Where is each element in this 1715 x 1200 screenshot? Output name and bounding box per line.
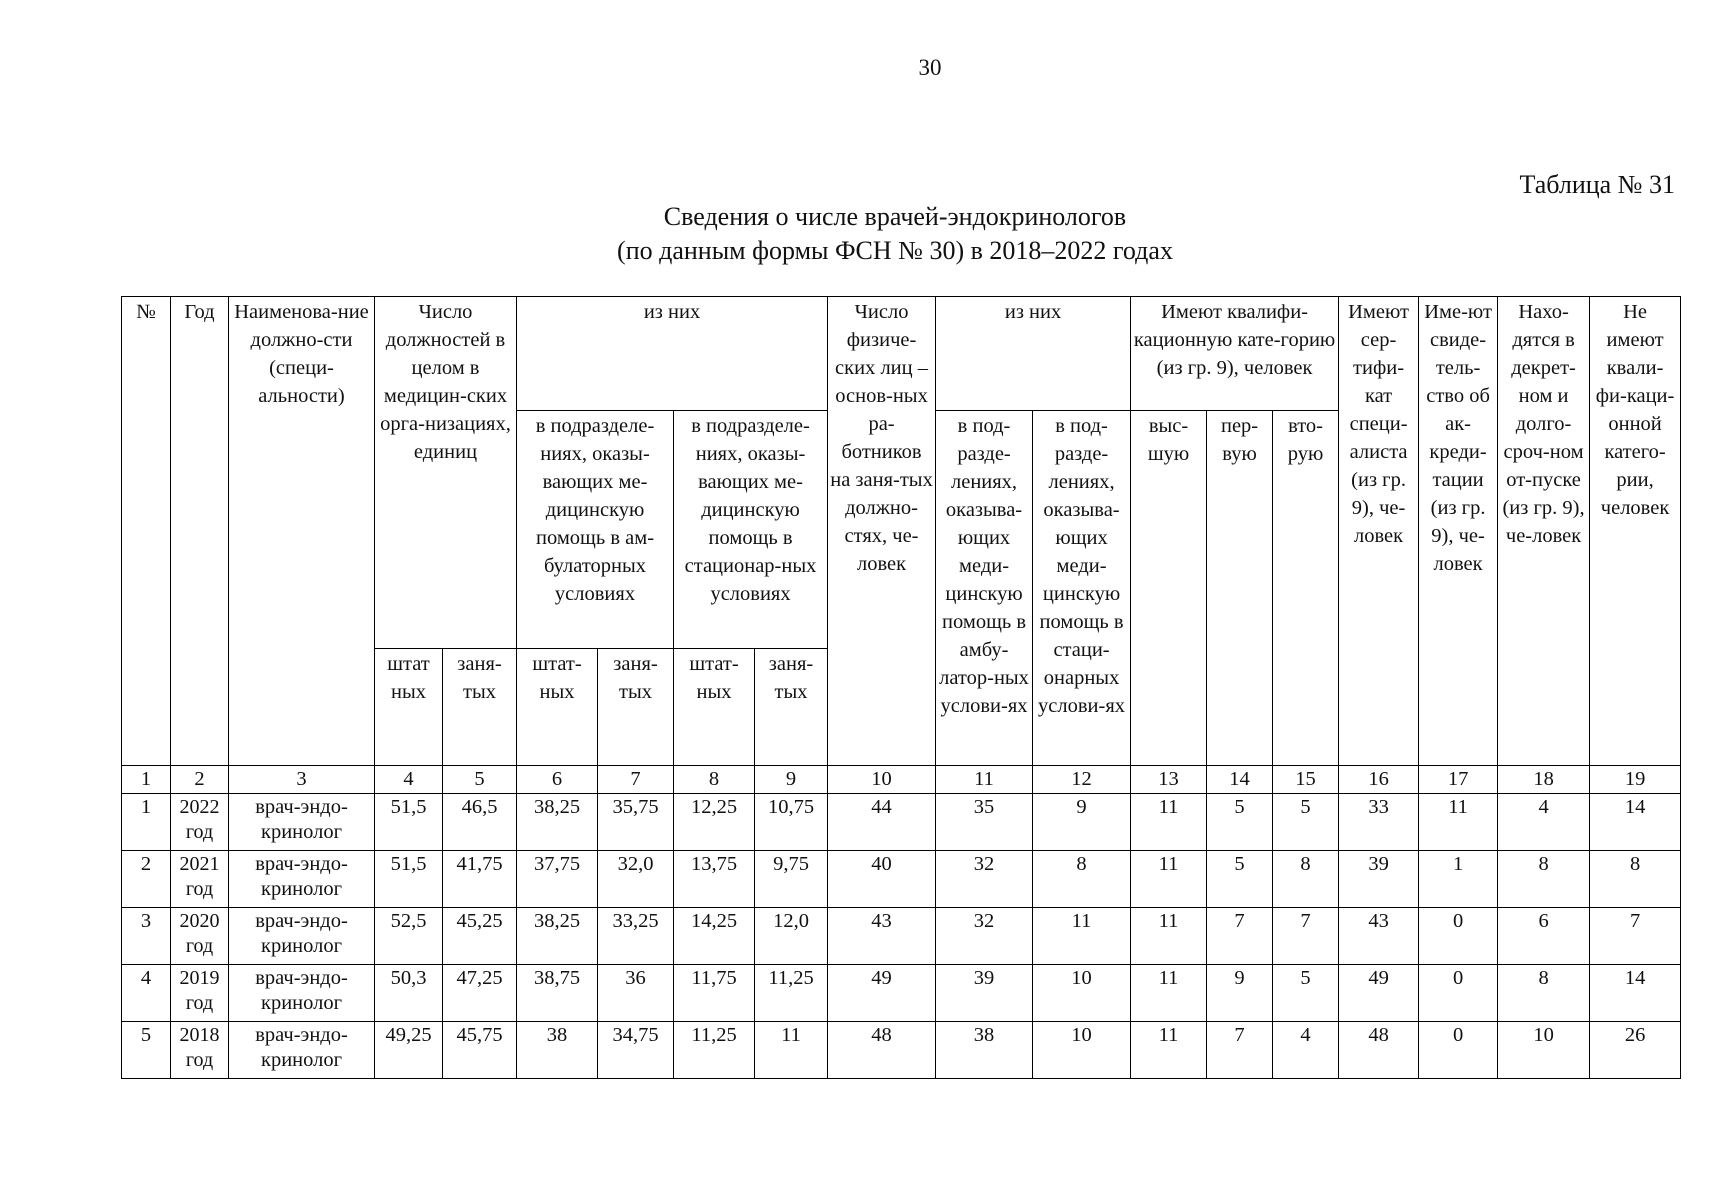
table-cell: 10 [1498,1022,1590,1079]
table-cell: 46,5 [443,794,517,851]
table-cell: 5 [1207,851,1273,908]
table-cell: 44 [828,794,936,851]
table-cell: 11 [1033,908,1131,965]
table-cell: врач-эндо-кринолог [229,908,375,965]
table-cell: 48 [1339,1022,1419,1079]
table-cell: 33 [1339,794,1419,851]
table-cell: 38 [936,1022,1033,1079]
table-cell: 39 [936,965,1033,1022]
table-cell: 11 [1131,965,1207,1022]
column-number: 12 [1033,766,1131,794]
header-highest: выс-шую [1131,411,1207,766]
header-first: пер-вую [1207,411,1273,766]
column-number: 7 [598,766,674,794]
table-cell: 8 [1590,851,1681,908]
column-number: 5 [443,766,517,794]
column-number: 9 [755,766,828,794]
title-line-2: (по данным формы ФСН № 30) в 2018–2022 годах [617,236,1173,265]
table-cell: 38 [517,1022,598,1079]
table-label: Таблица № 31 [1519,170,1675,199]
table-cell: 2020 год [171,908,229,965]
table-cell: 43 [1339,908,1419,965]
table-cell: 4 [122,965,171,1022]
header-of-them-2: из них [936,297,1131,411]
table-cell: 9 [1207,965,1273,1022]
table-cell: 13,75 [674,851,755,908]
table-cell: 9 [1033,794,1131,851]
table-cell: 26 [1590,1022,1681,1079]
table-cell: 51,5 [375,851,443,908]
table-cell: 8 [1033,851,1131,908]
table-row [122,794,1681,851]
table-cell: 11 [1131,908,1207,965]
table-cell: 35,75 [598,794,674,851]
table-body [122,766,1681,1079]
table-cell: 33,25 [598,908,674,965]
table-row [122,908,1681,965]
header-no-category: Не имеют квали-фи-каци-онной катего-рии, человек [1590,297,1681,766]
header-certificate: Имеют сер-тифи-кат специ-алиста (из гр. 9), че-ловек [1339,297,1419,766]
table-cell: врач-эндо-кринолог [229,851,375,908]
header-qualification: Имеют квалифи-кационную кате-горию (из гр. 9), человек [1131,297,1339,411]
header-staff: штат ных [375,649,443,766]
table-cell: 11,75 [674,965,755,1022]
table-cell: 40 [828,851,936,908]
table-cell: 32 [936,851,1033,908]
table-row [122,851,1681,908]
table-cell: 51,5 [375,794,443,851]
table-cell: 7 [1207,908,1273,965]
table-cell: 12,25 [674,794,755,851]
table-cell: 47,25 [443,965,517,1022]
header-persons-inpatient: в под-разде-лениях, оказыва-ющих меди-цинскую помощь в стаци-онарных услови-ях [1033,411,1131,766]
table-cell: 7 [1273,908,1339,965]
table-cell: 32,0 [598,851,674,908]
table-cell: 45,25 [443,908,517,965]
table-cell: 35 [936,794,1033,851]
table-cell: 2018 год [171,1022,229,1079]
table-cell: 0 [1419,1022,1498,1079]
table-cell: 8 [1498,965,1590,1022]
header-occupied-inpatient: заня-тых [755,649,828,766]
table-cell: 2021 год [171,851,229,908]
table-cell: 0 [1419,908,1498,965]
table-cell: 50,3 [375,965,443,1022]
table-cell: 2022 год [171,794,229,851]
table-cell: 3 [122,908,171,965]
table-cell: 49,25 [375,1022,443,1079]
table-cell: 8 [1273,851,1339,908]
header-persons: Число физиче-ских лиц – основ-ных ра-ботников на заня-тых должно-стях, че-ловек [828,297,936,766]
table-cell: 38,75 [517,965,598,1022]
table-cell: 39 [1339,851,1419,908]
table-cell: 5 [1273,794,1339,851]
table-cell: 38,25 [517,908,598,965]
header-position: Наименова-ние должно-сти (специ-альности) [229,297,375,766]
table-cell: 5 [122,1022,171,1079]
column-number: 17 [1419,766,1498,794]
column-number: 16 [1339,766,1419,794]
table-cell: 4 [1498,794,1590,851]
column-number: 8 [674,766,755,794]
table-cell: 43 [828,908,936,965]
header-num: № [122,297,171,766]
table-cell: 7 [1590,908,1681,965]
header-occupied-outpatient: заня-тых [598,649,674,766]
table-cell: 1 [1419,851,1498,908]
table-cell: 9,75 [755,851,828,908]
table-cell: 2019 год [171,965,229,1022]
table-cell: 11 [755,1022,828,1079]
column-number: 1 [122,766,171,794]
table-cell: 34,75 [598,1022,674,1079]
title-line-1: Сведения о числе врачей-эндокринологов [663,202,1127,231]
table-cell: 11,25 [674,1022,755,1079]
endocrinologists-table [121,296,1681,1079]
header-second: вто-рую [1273,411,1339,766]
table-cell: 10,75 [755,794,828,851]
table-cell: 11 [1131,1022,1207,1079]
table-cell: 37,75 [517,851,598,908]
table-cell: 32 [936,908,1033,965]
header-staff-outpatient: штат-ных [517,649,598,766]
table-cell: 2 [122,851,171,908]
header-year: Год [171,297,229,766]
header-accreditation: Име-ют свиде-тель-ство об ак-креди-тации (из гр. 9), че-ловек [1419,297,1498,766]
table-title [0,200,1715,268]
header-posts-total: Число должностей в целом в медицин-ских орга-низациях, единиц [375,297,517,649]
table-cell: 0 [1419,965,1498,1022]
table-cell: 14 [1590,965,1681,1022]
table-cell: 4 [1273,1022,1339,1079]
table-cell: 12,0 [755,908,828,965]
table-cell: 10 [1033,965,1131,1022]
table-cell: 10 [1033,1022,1131,1079]
table-cell: 36 [598,965,674,1022]
column-number: 15 [1273,766,1339,794]
header-leave: Нахо-дятся в декрет-ном и долго-сроч-ном от-пуске (из гр. 9), че-ловек [1498,297,1590,766]
column-number: 14 [1207,766,1273,794]
header-inpatient: в подразделе-ниях, оказы-вающих ме-дицинскую помощь в стационар-ных условиях [674,411,828,649]
column-number: 2 [171,766,229,794]
column-number: 11 [936,766,1033,794]
column-number: 18 [1498,766,1590,794]
column-number-row [122,766,1681,794]
header-occupied: заня-тых [443,649,517,766]
table-cell: врач-эндо-кринолог [229,794,375,851]
column-number: 6 [517,766,598,794]
column-number: 13 [1131,766,1207,794]
table-cell: 14,25 [674,908,755,965]
table-cell: 11 [1131,851,1207,908]
table-cell: 38,25 [517,794,598,851]
table-cell: 49 [828,965,936,1022]
table-cell: 48 [828,1022,936,1079]
table-cell: 5 [1207,794,1273,851]
column-number: 3 [229,766,375,794]
table-cell: 41,75 [443,851,517,908]
table-cell: врач-эндо-кринолог [229,1022,375,1079]
table-cell: 7 [1207,1022,1273,1079]
header-outpatient: в подразделе-ниях, оказы-вающих ме-дицинскую помощь в ам-булаторных условиях [517,411,674,649]
column-number: 10 [828,766,936,794]
table-row [122,965,1681,1022]
table-cell: 14 [1590,794,1681,851]
table-cell: 11 [1419,794,1498,851]
table-cell: врач-эндо-кринолог [229,965,375,1022]
header-persons-outpatient: в под-разде-лениях, оказыва-ющих меди-цинскую помощь в амбу-латор-ных услови-ях [936,411,1033,766]
page-number: 30 [918,55,942,80]
table-cell: 5 [1273,965,1339,1022]
header-staff-inpatient: штат-ных [674,649,755,766]
table-cell: 11 [1131,794,1207,851]
column-number: 19 [1590,766,1681,794]
table-cell: 52,5 [375,908,443,965]
table-cell: 8 [1498,851,1590,908]
header-of-them-1: из них [517,297,828,411]
column-number: 4 [375,766,443,794]
table-row [122,1022,1681,1079]
table-cell: 1 [122,794,171,851]
table-cell: 45,75 [443,1022,517,1079]
table-cell: 11,25 [755,965,828,1022]
table-cell: 6 [1498,908,1590,965]
table-cell: 49 [1339,965,1419,1022]
